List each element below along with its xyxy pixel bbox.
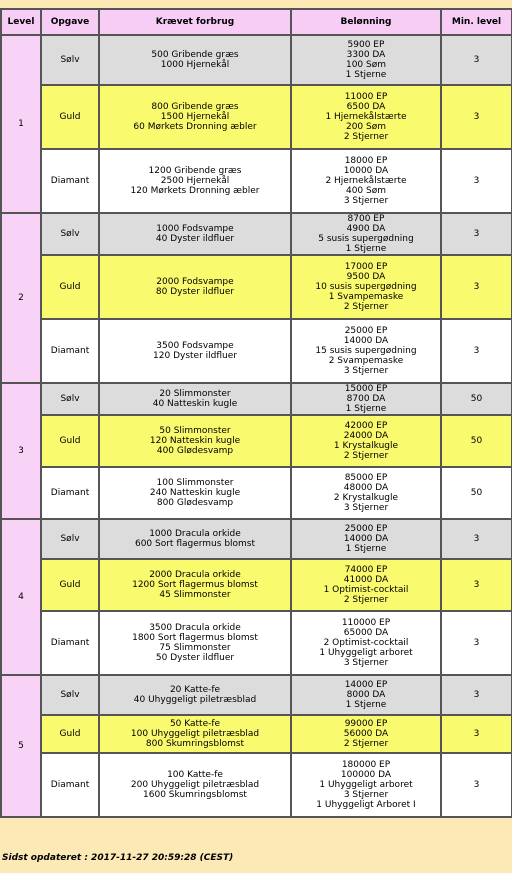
requirement-cell (99, 415, 291, 467)
reward-line: 1 Stjerne (345, 244, 387, 254)
reward-line: 1 Hjernekålstærte (325, 112, 407, 122)
reward-line: 10000 DA (343, 166, 389, 176)
requirement-line: 240 Natteskin kugle (149, 488, 241, 498)
reward-line: 42000 EP (344, 421, 388, 431)
reward-cell (291, 753, 441, 817)
reward-line: 3 Stjerner (343, 366, 389, 376)
requirement-line: 120 Mørkets Dronning æbler (130, 186, 260, 196)
reward-line: 85000 EP (344, 473, 388, 483)
quest-row-level-3-guld (1, 415, 512, 467)
min-level-cell: 3 (441, 255, 512, 319)
reward-line: 18000 EP (344, 156, 388, 166)
last-updated-footer: Sidst opdateret : 2017-11-27 20:59:28 (CEST) (2, 853, 234, 863)
quest-row-level-1-guld (1, 85, 512, 149)
requirement-cell (99, 35, 291, 85)
requirement-line: 20 Slimmonster (159, 389, 231, 399)
quest-row-level-2-guld (1, 255, 512, 319)
reward-line: 2 Stjerner (343, 739, 389, 749)
task-tier-cell: Diamant (41, 753, 99, 817)
reward-line: 8700 EP (347, 214, 385, 224)
reward-line: 99000 EP (344, 719, 388, 729)
requirement-line: 80 Dyster ildfluer (155, 287, 235, 297)
min-level-cell: 3 (441, 85, 512, 149)
reward-line: 3 Stjerner (343, 503, 389, 513)
quest-row-level-4-diamant (1, 611, 512, 675)
quest-row-level-2-solv (1, 213, 512, 255)
level-cell: 3 (1, 383, 41, 519)
task-tier-cell: Guld (41, 559, 99, 611)
reward-line: 2 Svampemaske (328, 356, 404, 366)
reward-line: 5900 EP (347, 40, 385, 50)
task-tier-cell: Diamant (41, 149, 99, 213)
header-min-level: Min. level (441, 9, 512, 35)
task-tier-cell: Guld (41, 255, 99, 319)
quest-row-level-1-solv (1, 35, 512, 85)
reward-line: 14000 DA (343, 534, 389, 544)
reward-cell (291, 715, 441, 753)
reward-line: 41000 DA (343, 575, 389, 585)
requirement-line: 1200 Sort flagermus blomst (132, 580, 258, 590)
requirement-line: 400 Glødesvamp (156, 446, 234, 456)
quest-row-level-5-diamant (1, 753, 512, 817)
quest-row-level-5-guld (1, 715, 512, 753)
requirement-line: 100 Uhyggeligt piletræsblad (130, 729, 260, 739)
requirement-line: 40 Uhyggeligt piletræsblad (133, 695, 257, 705)
requirement-cell (99, 149, 291, 213)
requirement-line: 20 Katte-fe (169, 685, 221, 695)
requirement-cell (99, 213, 291, 255)
requirement-line: 120 Dyster ildfluer (153, 351, 237, 361)
reward-line: 180000 EP (341, 760, 391, 770)
requirement-line: 75 Slimmonster (159, 643, 231, 653)
requirement-line: 40 Dyster ildfluer (155, 234, 235, 244)
reward-line: 5 susis supergødning (318, 234, 414, 244)
task-tier-cell: Guld (41, 415, 99, 467)
task-tier-cell: Diamant (41, 467, 99, 519)
requirement-line: 50 Dyster ildfluer (155, 653, 235, 663)
requirement-cell (99, 675, 291, 715)
requirement-line: 3500 Dracula orkide (149, 623, 241, 633)
quest-row-level-3-solv (1, 383, 512, 415)
reward-line: 100 Søm (345, 60, 387, 70)
reward-line: 14000 EP (344, 680, 388, 690)
requirement-line: 100 Slimmonster (156, 478, 234, 488)
quest-row-level-1-diamant (1, 149, 512, 213)
reward-line: 6500 DA (346, 102, 386, 112)
reward-line: 1 Krystalkugle (333, 441, 399, 451)
reward-line: 100000 DA (340, 770, 392, 780)
requirement-line: 1000 Fodsvampe (156, 224, 234, 234)
reward-line: 1 Stjerne (345, 544, 387, 554)
task-tier-cell: Sølv (41, 519, 99, 559)
reward-cell (291, 35, 441, 85)
reward-line: 200 Søm (345, 122, 387, 132)
requirement-line: 1800 Sort flagermus blomst (132, 633, 258, 643)
reward-line: 1 Svampemaske (328, 292, 404, 302)
min-level-cell: 3 (441, 715, 512, 753)
reward-line: 2 Stjerner (343, 451, 389, 461)
requirement-line: 1500 Hjernekål (160, 112, 230, 122)
reward-line: 3300 DA (346, 50, 386, 60)
requirement-line: 800 Skumringsblomst (145, 739, 245, 749)
reward-line: 2 Krystalkugle (333, 493, 399, 503)
min-level-cell: 50 (441, 415, 512, 467)
reward-line: 1 Stjerne (345, 700, 387, 710)
requirement-line: 50 Katte-fe (169, 719, 221, 729)
reward-line: 2 Stjerner (343, 595, 389, 605)
requirement-cell (99, 519, 291, 559)
quest-row-level-4-guld (1, 559, 512, 611)
task-tier-cell: Guld (41, 715, 99, 753)
reward-line: 74000 EP (344, 565, 388, 575)
reward-line: 1 Stjerne (345, 404, 387, 414)
requirement-line: 45 Slimmonster (159, 590, 231, 600)
task-tier-cell: Sølv (41, 675, 99, 715)
reward-line: 10 susis supergødning (315, 282, 417, 292)
requirement-line: 500 Gribende græs (151, 50, 239, 60)
reward-cell (291, 675, 441, 715)
reward-line: 8700 DA (346, 394, 386, 404)
requirement-line: 1600 Skumringsblomst (143, 790, 247, 800)
requirement-line: 1000 Dracula orkide (149, 529, 241, 539)
reward-line: 1 Uhyggeligt Arboret I (316, 800, 416, 810)
reward-line: 3 Stjerner (343, 790, 389, 800)
reward-line: 9500 DA (346, 272, 386, 282)
task-tier-cell: Diamant (41, 611, 99, 675)
task-tier-cell: Sølv (41, 383, 99, 415)
reward-line: 3 Stjerner (343, 658, 389, 668)
reward-line: 4900 DA (346, 224, 386, 234)
requirement-cell (99, 611, 291, 675)
requirement-cell (99, 319, 291, 383)
task-tier-cell: Sølv (41, 35, 99, 85)
level-cell: 1 (1, 35, 41, 213)
requirement-line: 60 Mørkets Dronning æbler (133, 122, 257, 132)
quest-row-level-5-solv (1, 675, 512, 715)
reward-line: 2 Hjernekålstærte (325, 176, 407, 186)
requirement-line: 3500 Fodsvampe (156, 341, 234, 351)
header-task: Opgave (41, 9, 99, 35)
reward-line: 25000 EP (344, 524, 388, 534)
reward-line: 1 Optimist-cocktail (323, 585, 409, 595)
requirement-cell (99, 753, 291, 817)
quest-row-level-2-diamant (1, 319, 512, 383)
reward-line: 25000 EP (344, 326, 388, 336)
task-tier-cell: Sølv (41, 213, 99, 255)
reward-line: 11000 EP (344, 92, 388, 102)
reward-cell (291, 559, 441, 611)
requirement-line: 1000 Hjernekål (160, 60, 230, 70)
requirement-line: 800 Gribende græs (151, 102, 239, 112)
requirement-line: 50 Slimmonster (159, 426, 231, 436)
requirement-cell (99, 467, 291, 519)
requirement-cell (99, 255, 291, 319)
reward-cell (291, 85, 441, 149)
header-level: Level (1, 9, 41, 35)
reward-line: 110000 EP (341, 618, 391, 628)
reward-line: 1 Uhyggeligt arboret (319, 780, 413, 790)
header-reward: Belønning (291, 9, 441, 35)
reward-cell (291, 415, 441, 467)
min-level-cell: 50 (441, 467, 512, 519)
reward-line: 2 Stjerner (343, 302, 389, 312)
requirement-line: 2500 Hjernekål (160, 176, 230, 186)
reward-cell (291, 383, 441, 415)
reward-line: 15 susis supergødning (315, 346, 417, 356)
requirement-line: 600 Sort flagermus blomst (134, 539, 256, 549)
reward-cell (291, 519, 441, 559)
min-level-cell: 3 (441, 611, 512, 675)
reward-line: 48000 DA (343, 483, 389, 493)
requirement-line: 1200 Gribende græs (148, 166, 242, 176)
quest-row-level-4-solv (1, 519, 512, 559)
requirement-line: 200 Uhyggeligt piletræsblad (130, 780, 260, 790)
reward-line: 56000 DA (343, 729, 389, 739)
reward-line: 65000 DA (343, 628, 389, 638)
quest-table (0, 8, 512, 818)
reward-line: 1 Stjerne (345, 70, 387, 80)
requirement-line: 100 Katte-fe (167, 770, 223, 780)
reward-line: 2 Optimist-cocktail (323, 638, 409, 648)
requirement-line: 2000 Dracula orkide (149, 570, 241, 580)
min-level-cell: 50 (441, 383, 512, 415)
min-level-cell: 3 (441, 559, 512, 611)
header-row (1, 9, 512, 35)
reward-cell (291, 611, 441, 675)
min-level-cell: 3 (441, 149, 512, 213)
level-cell: 5 (1, 675, 41, 817)
reward-cell (291, 319, 441, 383)
requirement-cell (99, 559, 291, 611)
reward-cell (291, 467, 441, 519)
min-level-cell: 3 (441, 675, 512, 715)
level-cell: 2 (1, 213, 41, 383)
task-tier-cell: Guld (41, 85, 99, 149)
reward-line: 17000 EP (344, 262, 388, 272)
min-level-cell: 3 (441, 753, 512, 817)
requirement-cell (99, 383, 291, 415)
min-level-cell: 3 (441, 35, 512, 85)
quest-row-level-3-diamant (1, 467, 512, 519)
requirement-cell (99, 715, 291, 753)
min-level-cell: 3 (441, 519, 512, 559)
reward-line: 24000 DA (343, 431, 389, 441)
min-level-cell: 3 (441, 319, 512, 383)
reward-line: 400 Søm (345, 186, 387, 196)
reward-line: 2 Stjerner (343, 132, 389, 142)
reward-line: 15000 EP (344, 384, 388, 394)
requirement-line: 2000 Fodsvampe (156, 277, 234, 287)
reward-line: 1 Uhyggeligt arboret (319, 648, 413, 658)
requirement-line: 40 Natteskin kugle (152, 399, 238, 409)
reward-cell (291, 213, 441, 255)
level-cell: 4 (1, 519, 41, 675)
requirement-line: 120 Natteskin kugle (149, 436, 241, 446)
reward-line: 3 Stjerner (343, 196, 389, 206)
reward-cell (291, 149, 441, 213)
reward-line: 14000 DA (343, 336, 389, 346)
requirement-cell (99, 85, 291, 149)
reward-line: 8000 DA (346, 690, 386, 700)
header-requirement: Krævet forbrug (99, 9, 291, 35)
quest-body (1, 35, 512, 817)
min-level-cell: 3 (441, 213, 512, 255)
requirement-line: 800 Glødesvamp (156, 498, 234, 508)
reward-cell (291, 255, 441, 319)
task-tier-cell: Diamant (41, 319, 99, 383)
